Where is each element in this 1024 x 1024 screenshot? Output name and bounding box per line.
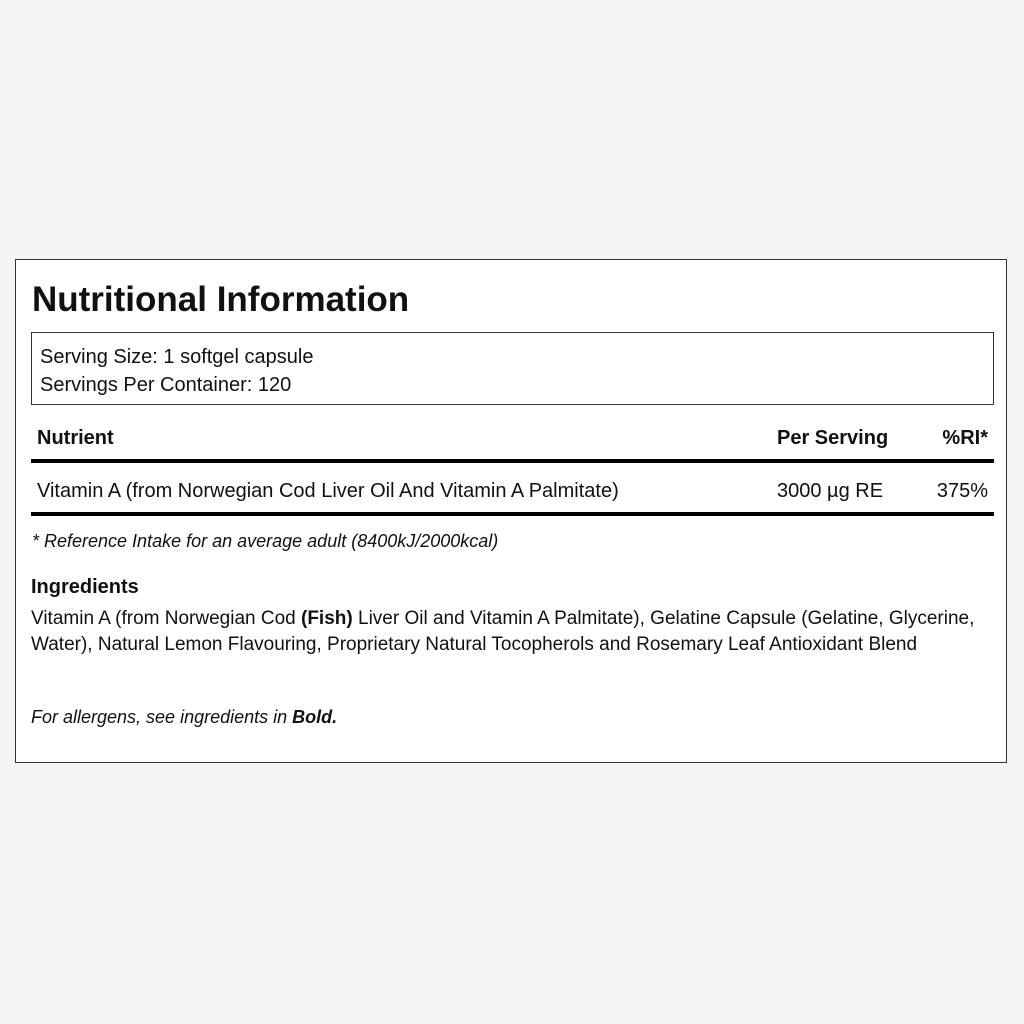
table-row (31, 463, 994, 516)
servings-per-container: Servings Per Container: 120 (40, 374, 292, 396)
ingredients-text (31, 606, 981, 658)
ingredients-text-after: Liver Oil and Vitamin A Palmitate), Gelatine Capsule (Gelatine, Glycerine, Water), Natural Lemon Flavouring, Proprietary Natural Tocopherols and Rosemary Leaf Antioxidant Blend (31, 608, 975, 655)
serving-info-box (31, 332, 994, 405)
nutrient-ri: 375% (936, 480, 988, 502)
allergen-note-bold: Bold. (292, 707, 338, 727)
allergen-note-prefix: For allergens, see ingredients in (31, 707, 293, 727)
label-title: Nutritional Information (32, 280, 410, 319)
ingredients-heading: Ingredients (31, 576, 139, 598)
header-per-serving: Per Serving (777, 427, 889, 449)
reference-intake-footnote: * Reference Intake for an average adult (8400kJ/2000kcal) (32, 531, 499, 551)
ingredients-text-before: Vitamin A (from Norwegian Cod (31, 608, 301, 629)
serving-size: Serving Size: 1 softgel capsule (40, 346, 314, 368)
nutrient-name: Vitamin A (from Norwegian Cod Liver Oil And Vitamin A Palmitate) (37, 480, 619, 502)
allergen-note (31, 704, 337, 730)
header-nutrient: Nutrient (37, 427, 114, 449)
table-header-row (31, 420, 994, 463)
header-ri: %RI* (942, 427, 988, 449)
nutrition-label-panel (15, 259, 1007, 763)
nutrient-per-serving: 3000 µg RE (777, 480, 884, 502)
allergen-fish: (Fish) (301, 608, 353, 629)
nutrition-table (31, 420, 994, 516)
